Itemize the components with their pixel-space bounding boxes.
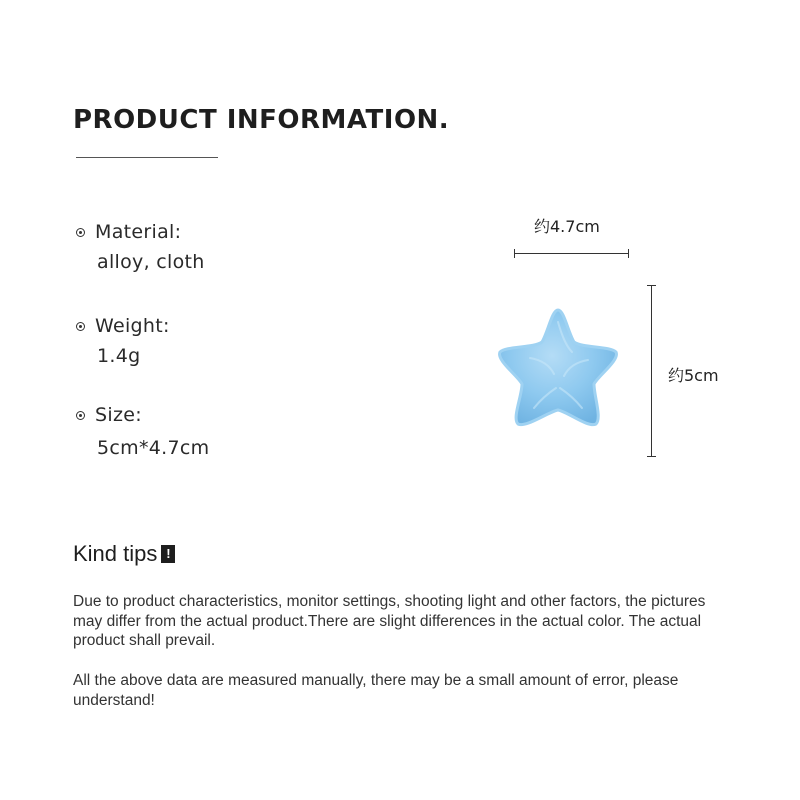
kind-tips-heading (73, 541, 175, 567)
page-title: PRODUCT INFORMATION. (73, 105, 450, 135)
product-star-image (490, 302, 626, 432)
width-dimension-line (514, 253, 629, 254)
tips-paragraph-1: Due to product characteristics, monitor settings, shooting light and other factors, the pictures may differ from the actual product.There are slight differences in the actual color. The actual product shall prevail. (73, 593, 706, 649)
tips-paragraph-2: All the above data are measured manually, there may be a small amount of error, please understand! (73, 672, 679, 709)
bullet-icon (76, 228, 85, 237)
spec-label: Weight: (95, 315, 170, 337)
title-divider (76, 157, 218, 158)
spec-material (76, 221, 205, 273)
height-dimension-line (651, 285, 652, 457)
bullet-icon (76, 411, 85, 420)
exclamation-icon: ! (161, 545, 175, 563)
spec-size (76, 404, 209, 459)
bullet-icon (76, 322, 85, 331)
width-dimension-label: 约4.7cm (534, 217, 600, 236)
spec-value: 1.4g (97, 345, 141, 367)
spec-weight (76, 315, 170, 367)
height-dimension-label: 约5cm (668, 366, 719, 385)
spec-value: 5cm*4.7cm (97, 437, 210, 459)
spec-label: Size: (95, 404, 142, 426)
spec-value: alloy, cloth (97, 251, 205, 273)
spec-label: Material: (95, 221, 182, 243)
kind-tips-title: Kind tips (73, 541, 158, 566)
